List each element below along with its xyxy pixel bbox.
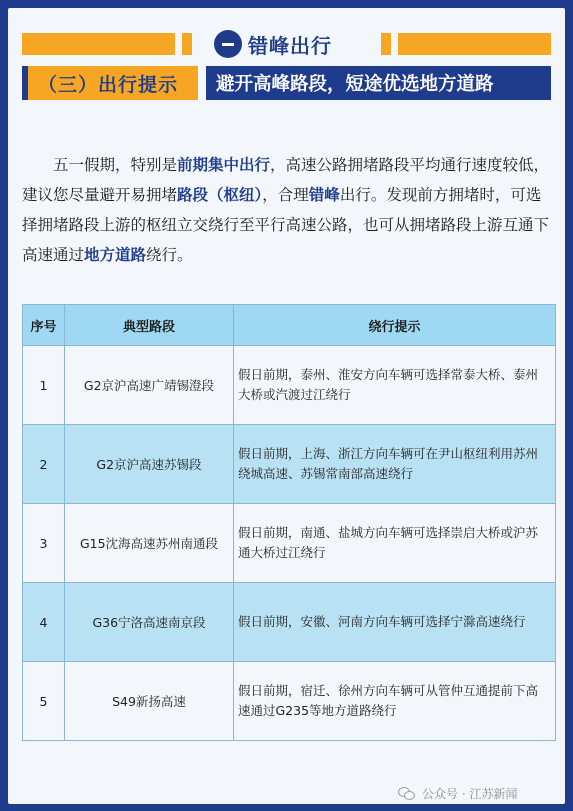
intro-text: 绕行。 (146, 245, 193, 264)
section-number-icon (214, 30, 242, 58)
section-title-badge (214, 30, 359, 58)
intro-text: ，高速公路拥堵路段平均通行速度较低，建议您尽量避开易拥堵 (22, 155, 550, 204)
intro-highlight: 前期集中出行 (177, 155, 271, 174)
intro-highlight: 错峰 (308, 185, 340, 204)
cell-road: G2京沪高速广靖锡澄段 (65, 346, 234, 425)
decor-tick-left (182, 33, 192, 55)
watermark (398, 785, 517, 802)
detour-table (22, 304, 556, 741)
decor-tick-right (381, 33, 391, 55)
intro-text: ，合理 (262, 185, 309, 204)
cell-tip: 假日前期，宿迁、徐州方向车辆可从管仲互通提前下高速通过G235等地方道路绕行 (234, 662, 556, 741)
watermark-text: 公众号 · 江苏新闻 (422, 787, 518, 801)
table-row (23, 425, 556, 504)
dash-glyph (222, 43, 234, 46)
subheader-left (22, 66, 198, 100)
decor-bar-right (398, 33, 551, 55)
intro-paragraph (22, 150, 550, 270)
cell-tip: 假日前期，安徽、河南方向车辆可选择宁滁高速绕行 (234, 583, 556, 662)
subheader (22, 66, 551, 100)
cell-tip: 假日前期，上海、浙江方向车辆可在尹山枢纽利用苏州绕城高速、苏锡常南部高速绕行 (234, 425, 556, 504)
intro-text: 出行。发现前方拥堵时，可选择拥堵路段上游的枢纽立交绕行至平行高速公路，也可从拥堵路段上游互通下高速通过 (22, 185, 550, 264)
table-row (23, 583, 556, 662)
table-row (23, 662, 556, 741)
table-row (23, 504, 556, 583)
wechat-icon (398, 787, 416, 801)
poster-card (8, 8, 565, 804)
cell-tip: 假日前期，泰州、淮安方向车辆可选择常泰大桥、泰州大桥或汽渡过江绕行 (234, 346, 556, 425)
subheader-left-text: （三）出行提示 (38, 73, 179, 96)
cell-tip: 假日前期，南通、盐城方向车辆可选择崇启大桥或沪苏通大桥过江绕行 (234, 504, 556, 583)
cell-road: G15沈海高速苏州南通段 (65, 504, 234, 583)
table-header-row (23, 305, 556, 346)
intro-highlight: 路段（枢纽） (177, 185, 263, 204)
cell-index: 1 (23, 346, 65, 425)
cell-index: 5 (23, 662, 65, 741)
section-title: 错峰出行 (248, 33, 332, 58)
cell-index: 2 (23, 425, 65, 504)
intro-text: 五一假期，特别是 (53, 155, 178, 174)
subheader-right (206, 66, 551, 100)
section-header (22, 30, 551, 58)
header-tip: 绕行提示 (234, 305, 556, 346)
table-row (23, 346, 556, 425)
decor-bar-left (22, 33, 175, 55)
cell-road: G2京沪高速苏锡段 (65, 425, 234, 504)
header-index: 序号 (23, 305, 65, 346)
header-road: 典型路段 (65, 305, 234, 346)
subheader-mark (22, 66, 28, 100)
cell-index: 3 (23, 504, 65, 583)
intro-highlight: 地方道路 (84, 245, 147, 264)
cell-road: S49新扬高速 (65, 662, 234, 741)
cell-road: G36宁洛高速南京段 (65, 583, 234, 662)
subheader-right-text: 避开高峰路段，短途优选地方道路 (216, 74, 494, 95)
cell-index: 4 (23, 583, 65, 662)
